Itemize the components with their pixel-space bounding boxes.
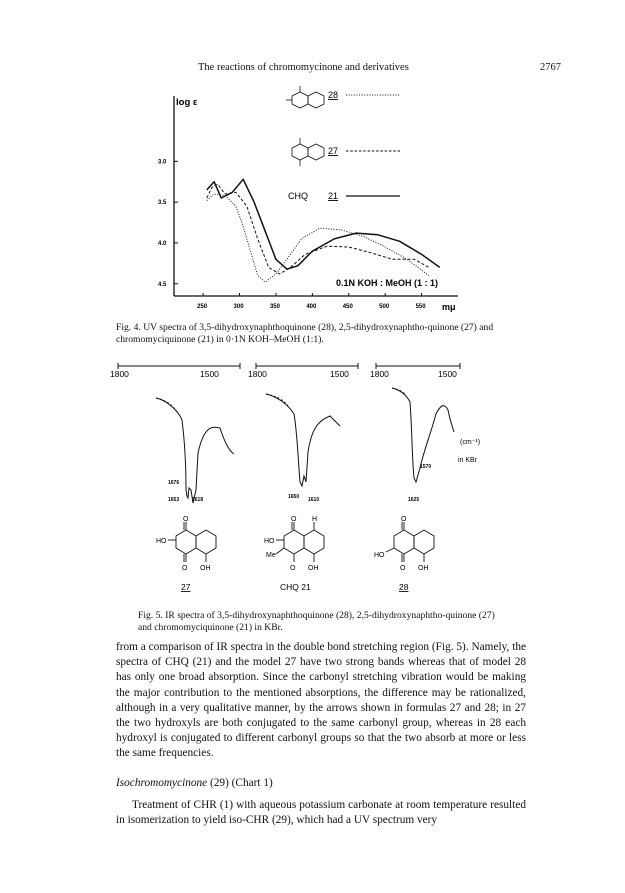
s27-bottom-oh: OH — [200, 565, 211, 572]
y-tick-label: 3.0 — [158, 159, 167, 166]
ir-27-band-1653: 1653 — [168, 497, 180, 503]
ir-27-band-1618: 1618 — [192, 497, 204, 503]
section-suffix: (29) (Chart 1) — [210, 777, 273, 789]
x-tick-label: 300 — [233, 304, 244, 310]
ir-axis-2-left: 1800 — [248, 369, 267, 379]
structure-label-27: 27 — [181, 582, 191, 592]
x-tick-label: 450 — [342, 304, 353, 310]
s21-bottom-o: O — [290, 565, 296, 572]
ir-axis-3-right: 1500 — [438, 369, 457, 379]
uv-curve-28 — [207, 194, 429, 282]
x-tick-label: 250 — [197, 304, 208, 310]
ir-spectrum-27-dashed — [156, 398, 178, 414]
s28-bottom-o: O — [400, 565, 406, 572]
s21-top-o: O — [291, 516, 297, 523]
ir-axis-3-left: 1800 — [370, 369, 389, 379]
y-tick-label: 4.5 — [158, 281, 167, 288]
legend-28-label: 28 — [328, 90, 339, 100]
fig4-caption — [116, 322, 522, 346]
ir-axis-1-right: 1500 — [200, 369, 219, 379]
ir-27-band-1676: 1676 — [168, 480, 180, 486]
x-tick-label: 500 — [379, 304, 390, 310]
s28-ho: HO — [374, 552, 385, 559]
legend-chq-name: CHQ — [288, 191, 308, 201]
s21-ho: HO — [264, 538, 275, 545]
fig5-caption — [138, 610, 502, 634]
y-axis-label: log ε — [176, 97, 198, 108]
ir-spectra-figure — [108, 358, 538, 608]
s28-top-o: O — [401, 516, 407, 523]
structure-27-ring-icon — [168, 522, 216, 562]
section-heading — [116, 776, 526, 791]
uv-spectra-chart — [150, 78, 470, 318]
structure-28-icon — [286, 86, 324, 108]
structure-27-icon — [292, 138, 324, 166]
uv-curve-27 — [207, 184, 429, 274]
x-tick-label: 550 — [415, 304, 426, 310]
s27-ho: HO — [156, 538, 167, 545]
s28-bottom-oh: OH — [418, 565, 429, 572]
page-number: 2767 — [540, 62, 561, 73]
ir-axis-2-right: 1500 — [330, 369, 349, 379]
ir-units-note: (cm⁻¹) — [460, 439, 481, 446]
ir-axis-1-left: 1800 — [110, 369, 129, 379]
s21-top-h: H — [312, 516, 318, 523]
s21-me: Me — [266, 552, 276, 559]
x-unit-label: mμ — [442, 302, 456, 312]
y-tick-label: 3.5 — [158, 200, 167, 207]
fig4-caption-text: UV spectra of 3,5-dihydroxynaphthoquinone (28), 2,5-dihydroxynaphtho-quinone (27) and chromomyciquinone (21) in 0·1N KOH–MeOH (1:1). — [116, 322, 494, 345]
legend-21-label: 21 — [328, 191, 339, 201]
ir-axis-1 — [118, 363, 240, 369]
section-title: Isochromomycinone — [116, 777, 208, 789]
s27-top-o: O — [183, 516, 189, 523]
ir-21-band-1650: 1650 — [288, 494, 300, 500]
y-tick-label: 4.0 — [158, 240, 167, 247]
ir-28-band-1570: 1570 — [420, 464, 432, 470]
structure-label-28: 28 — [399, 582, 409, 592]
s21-bottom-oh: OH — [308, 565, 319, 572]
s27-bottom-o: O — [182, 565, 188, 572]
ir-21-band-1610: 1610 — [308, 497, 320, 503]
ir-spectrum-21-dashed — [266, 394, 288, 406]
ir-spectrum-27 — [156, 398, 234, 503]
body-paragraph-2: Treatment of CHR (1) with aqueous potassium carbonate at room temperature resulted in isomerization to yield iso-CHR (29), which had a UV spectrum very — [116, 799, 526, 827]
ir-spectrum-21 — [266, 394, 340, 486]
body-paragraph-1: from a comparison of IR spectra in the double bond stretching region (Fig. 5). Namely, the spectra of CHQ (21) and the model 27 have two strong bands whereas that of model 28 has only one broad absorption. Since the carbonyl stretching vibration would be making the major contribution to the mentioned absorptions, the difference may be rationalized, although in a very qualitative manner, by the arrows shown in formulas 27 and 28; in 27 the two hydroxyls are both conjugated to the same carbonyl group, whereas in 28 each hydroxyl is conjugated to different carbonyl groups so that the two absorb at more or less the same frequencies. — [116, 641, 526, 760]
x-tick-label: 400 — [306, 304, 317, 310]
solvent-label: 0.1N KOH : MeOH (1 : 1) — [336, 278, 439, 288]
structure-28-ring-icon — [386, 522, 434, 562]
structure-label-chq21: CHQ 21 — [280, 582, 311, 592]
uv-curve-21 — [207, 179, 440, 269]
x-tick-label: 350 — [269, 304, 280, 310]
fig4-caption-label: Fig. 4. — [116, 322, 141, 333]
fig5-caption-label: Fig. 5. — [138, 610, 163, 621]
ir-28-band-1625: 1625 — [408, 497, 420, 503]
legend-27-label: 27 — [328, 146, 339, 156]
running-header-title: The reactions of chromomycinone and derivatives — [198, 62, 409, 73]
fig5-caption-text: IR spectra of 3,5-dihydroxynaphthoquinone (28), 2,5-dihydroxynaphtho-quinone (27) and chromomyciquinone (21) in KBr. — [138, 610, 495, 633]
ir-medium-note: in KBr — [458, 457, 478, 464]
structure-21-ring-icon — [276, 522, 324, 562]
ir-spectrum-28-dashed — [392, 388, 406, 396]
